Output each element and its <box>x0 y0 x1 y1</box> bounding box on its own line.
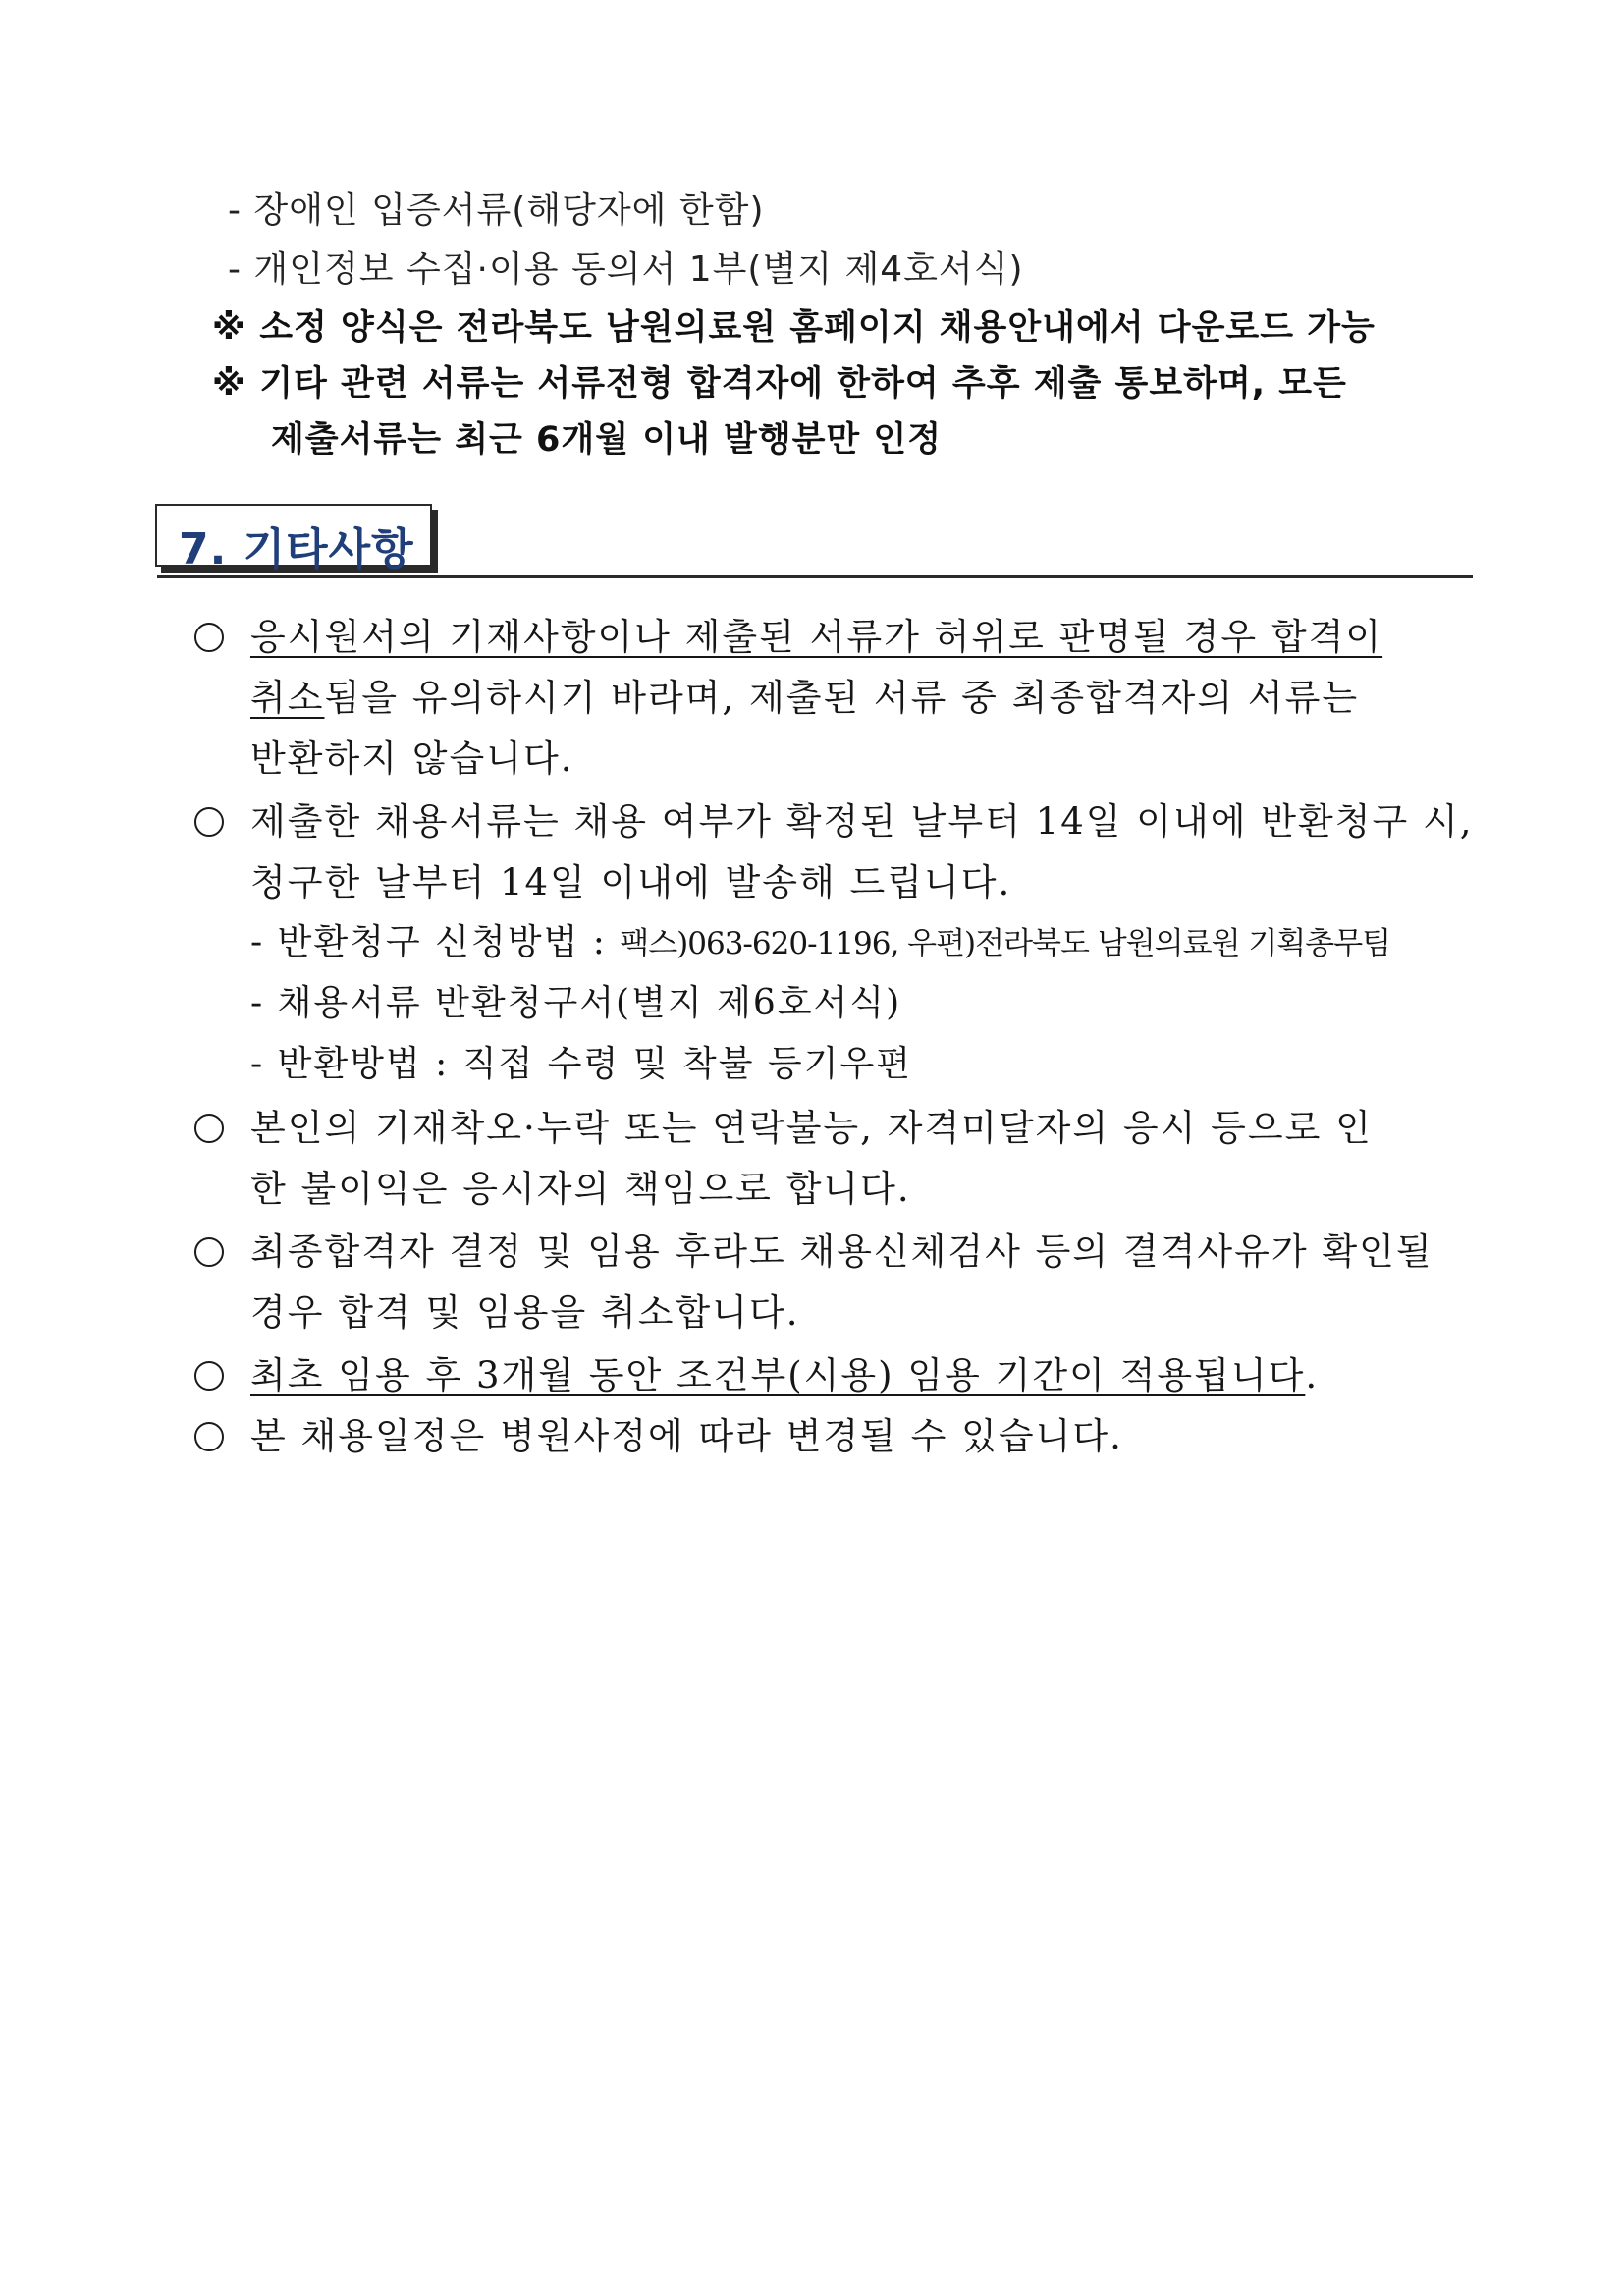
item1-line2-rest: 됨을 유의하시기 바라며, 제출된 서류 중 최종합격자의 서류는 <box>324 677 1360 719</box>
bullet-circle-icon <box>194 1237 224 1267</box>
item5-trail: . <box>1305 1354 1320 1396</box>
item1-line3: 반환하지 않습니다. <box>250 738 574 780</box>
bullet-circle-icon <box>194 623 224 652</box>
item1-underlined: 취소 <box>250 677 325 719</box>
bullet-circle-icon <box>194 1114 224 1143</box>
item4-line1: 최종합격자 결정 및 임용 후라도 채용신체검사 등의 결격사유가 확인될 <box>250 1230 1434 1273</box>
item3-line2: 한 불이익은 응시자의 책임으로 합니다. <box>250 1168 911 1210</box>
bullet-circle-icon <box>194 807 224 837</box>
item3-line1: 본인의 기재착오·누락 또는 연락불능, 자격미달자의 응시 등으로 인 <box>250 1107 1373 1149</box>
note-other-documents-cont: 제출서류는 최근 6개월 이내 발행분만 인정 <box>271 420 943 460</box>
item2-line1: 제출한 채용서류는 채용 여부가 확정된 날부터 14일 이내에 반환청구 시, <box>250 800 1474 843</box>
bullet-circle-icon <box>194 1422 224 1451</box>
item2-sub-return-way: - 반환방법 : 직접 수령 및 착불 등기우편 <box>250 1044 913 1084</box>
item1-line1: 응시원서의 기재사항이나 제출된 서류가 허위로 판명될 경우 합격이 <box>250 616 1383 658</box>
note-other-documents: ※ 기타 관련 서류는 서류전형 합격자에 한하여 추후 제출 통보하며, 모든 <box>212 364 1347 404</box>
item2-sub1-value: 팩스)063-620-1196, 우편)전라북도 남원의료원 기획총무팀 <box>620 926 1391 961</box>
item2-sub1-label: - 반환청구 신청방법 : <box>250 922 621 962</box>
item2-sub-return-method <box>250 922 1391 962</box>
item5-underlined: 최초 임용 후 3개월 동안 조건부(시용) 임용 기간이 적용됩니다 <box>250 1354 1306 1396</box>
doc-item-disability-proof: - 장애인 입증서류(해당자에 한함) <box>228 191 765 231</box>
note-form-download: ※ 소정 양식은 전라북도 남원의료원 홈페이지 채용안내에서 다운로드 가능 <box>212 308 1376 348</box>
section-title-box <box>155 504 432 574</box>
item2-line2: 청구한 날부터 14일 이내에 발송해 드립니다. <box>250 861 1012 903</box>
bullet-circle-icon <box>194 1361 224 1391</box>
item4-line2: 경우 합격 및 임용을 취소합니다. <box>250 1291 800 1334</box>
item1-line2 <box>250 677 1360 719</box>
item6-line: 본 채용일정은 병원사정에 따라 변경될 수 있습니다. <box>250 1415 1123 1457</box>
item2-sub-return-form: - 채용서류 반환청구서(별지 제6호서식) <box>250 983 902 1023</box>
section-title: 7. 기타사항 <box>179 524 414 574</box>
item5-line <box>250 1354 1320 1396</box>
doc-item-privacy-consent: - 개인정보 수집·이용 동의서 1부(별지 제4호서식) <box>228 249 1024 290</box>
section-divider <box>157 575 1473 578</box>
